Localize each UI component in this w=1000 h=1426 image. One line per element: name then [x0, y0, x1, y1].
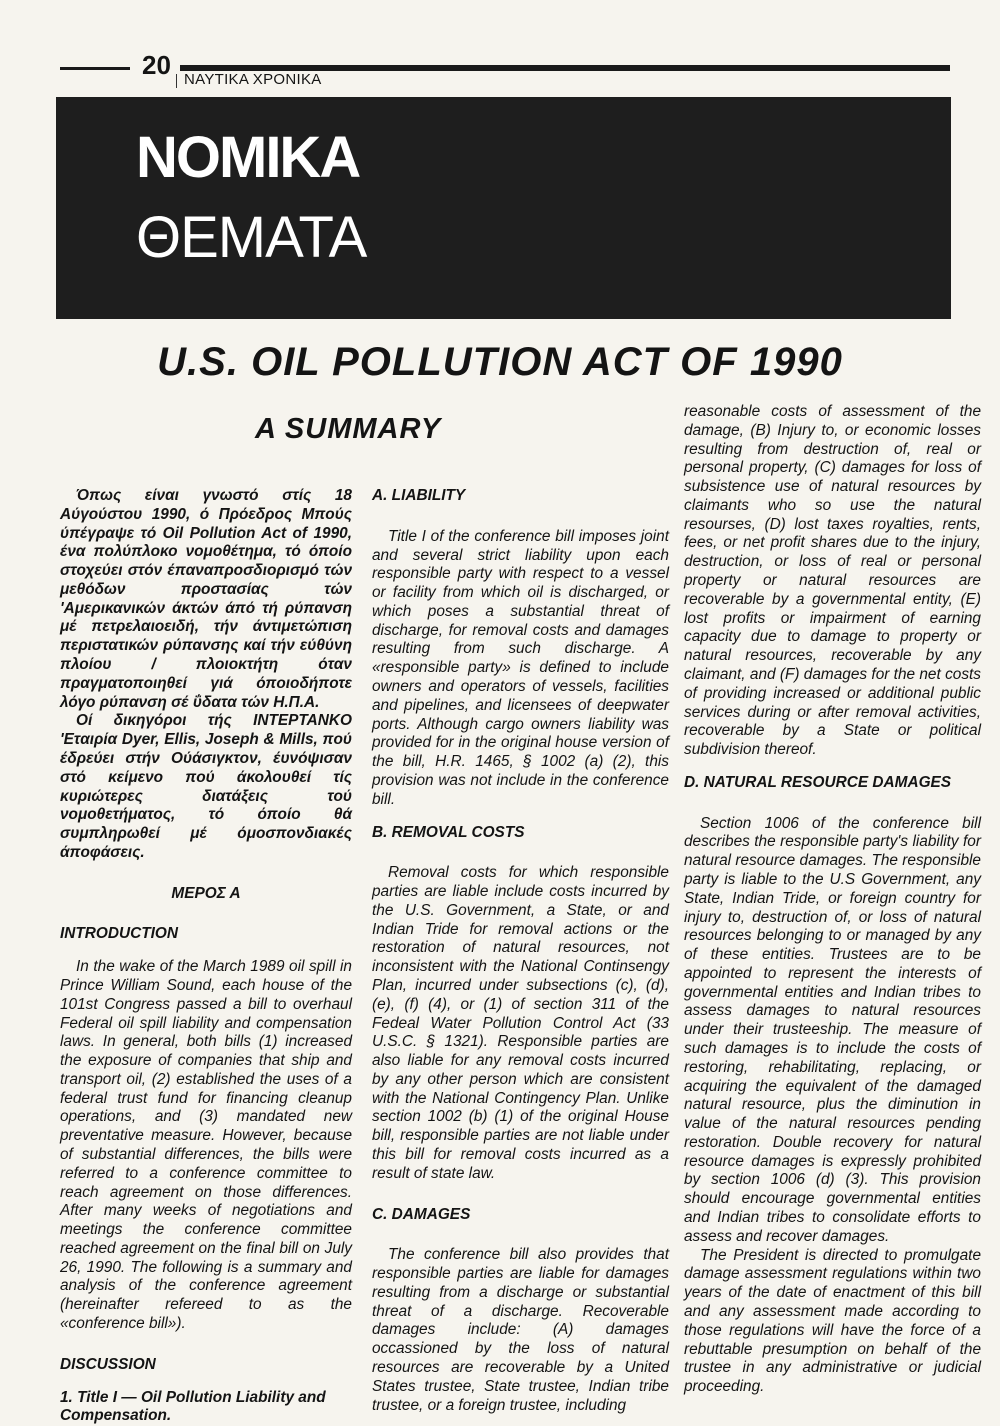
greek-lawyers-paragraph: Οί δικηγόροι τής INTEPTANKO 'Εταιρία Dyer, Ellis, Joseph & Mills, πού έδρεύει στήν Ούάσιγκτον, έυνόψισαν στό κείμενο πού άκολουθεί τίς κυριώτερες διατάξεις τού νομοθετήματος, τό όποίο θά συμπληρωθεί μέ όμοσπονδιακές άποφάσεις. [60, 712, 352, 861]
damages-heading: C. DAMAGES [372, 1205, 471, 1223]
liability-heading: A. LIABILITY [372, 487, 466, 504]
header-rule-left [60, 67, 130, 70]
page-number: 20 [138, 50, 175, 81]
damages-continued-text: reasonable costs of assessment of the damage, (B) Injury to, or economic losses resulting from destruction of, real or personal property, (C) damages for loss of subsistence use of natural resources by claimants who so use the natural resourses, (D) lost taxes royalties, rents, fees, or net profit shares due to the injury, destruction, or loss of real or personal property or natural resources are recoverable by a governmental entity, (E) lost profits or impairment of earning capacity due to damage to property or natural resources, recoverable by any claimant, and (F) damages for the net costs of providing increased or additional public services during or after removal activities, recoverable by a State or political subdivision thereof. [684, 403, 981, 759]
banner-title-line2: ΘΕΜΑΤΑ [136, 205, 367, 270]
banner-title-line1: ΝΟΜΙΚΑ [136, 125, 360, 190]
section-banner [56, 97, 951, 319]
discussion-heading: DISCUSSION [60, 1355, 156, 1373]
article-title: U.S. OIL POLLUTION ACT OF 1990 [157, 340, 843, 384]
column-2 [372, 487, 669, 1415]
article-subtitle: A SUMMARY [255, 413, 442, 445]
president-directive-text: The President is directed to promulgate damage assessment regulations within two years of the date of enactment of this bill and any assessment made according to those regulations will have the force of a rebuttable presumption on behalf of the trustee in any administrative or judicial proceeding. [684, 1246, 981, 1396]
title-one-heading: 1. Title I — Oil Pollution Liability and Compensation. [60, 1388, 326, 1425]
greek-intro-paragraph: Όπως είναι γνωστό στίς 18 Αύγούστου 1990, ό Πρόεδρος Μπούς ύπέγραψε τό Oil Pollution Act of 1990, ένα πολύπλοκο νομοθέτημα, τό όποίο στοχεύει στόν έπαναπροσδιορισμό τών μεθόδων προστασίας τών 'Αμερικανικών άκτών άπό τή ρύπανση μέ πετρελαιοειδή, τήν άντιμετώπιση περιστατικών ρύπανσης καί τήν εύθύνη πλοίου / πλοιοκτήτη όταν πραγματοποιηθεί γιά όποιοδήποτε λόγο ρύπανση σέ ΰδατα τών Η.Π.Α. [60, 487, 352, 711]
introduction-heading: INTRODUCTION [60, 925, 178, 943]
natural-resource-damages-heading: D. NATURAL RESOURCE DAMAGES [684, 773, 952, 791]
part-heading: ΜΕΡΟΣ Α [171, 884, 241, 902]
column-3 [684, 403, 981, 1397]
removal-costs-text: Removal costs for which responsible parties are liable include costs incurred by the U.S. Government, a State, or and Indian Tride for removal actions or the restoration of natural resources, not inconsistent with the National Continsengy Plan, incurred under subsections (c), (d), (e), (f) (4), or (1) of section 311 of the Fedeal Water Pollution Control Act (33 U.S.C. § 1321). Responsible parties are also liable for any removal costs incurred by any other person which are consistent with the National Contingency Plan. Unlike section 1002 (b) (1) of the original House bill, responsible parties are not liable under this bill for removal costs incurred as a result of state law. [372, 864, 669, 1182]
introduction-text: In the wake of the March 1989 oil spill in Prince William Sound, each house of the 101st Congress passed a bill to overhaul Federal oil spill liability and compensation laws. In general, both bills (1) increased the exposure of companies that ship and transport oil, (2) established the uses of a federal trust fund for financing cleanup operations, and (3) mandated new preventative measure. However, because of substantial differences, the bills were referred to a conference committee to reach agreement on those differences. After many weeks of negotiations and meetings the conference committee reached agreement on the final bill on July 26, 1990. The following is a summary and analysis of the conference agreement (hereinafter refereed to as the «conference bill»). [60, 958, 352, 1333]
header-separator [176, 74, 177, 88]
natural-resource-damages-text: Section 1006 of the conference bill describes the responsible party's liability for natural resource damages. The responsible party is liable to the U.S Government, any State, Indian Tride, or foreign country for injury to, destruction of, or loss of natural resources belonging to or managed by any of these entities. Trustees are to be appointed to represent the interests of governmental entities and Indian tribes to assess damages to natural resources under their trusteeship. The measure of such damages is to include the costs of restoring, rehabilitating, replacing, or acquiring the equivalent of the damaged natural resource, plus the diminution in value of the natural resources pending restoration. Double recovery for natural resource damages is expressly prohibited by section 1006 (d) (3). This provision should encourage governmental entities and Indian tribes to consolidate efforts to assess and recover damages. [684, 814, 981, 1245]
damages-text: The conference bill also provides that responsible parties are liable for damages resulting from a discharge or substantial threat of a discharge. Recoverable damages include: (A) damages occassioned by the loss of natural resources are recoverable by a United States trustee, State trustee, Indian tribe trustee, or a foreign trustee, including [372, 1246, 669, 1414]
removal-costs-heading: B. REMOVAL COSTS [372, 823, 525, 841]
liability-text: Title I of the conference bill imposes joint and several strict liability upon each responsible party with respect to a vessel or facility from which oil is discharged, or which poses a substantial threat of discharge, for removal costs and damages resulting from such discharge. A «responsible party» is defined to include owners and operators of vessels, facilities and pipelines, and licensees of deepwater ports. Although cargo owners liability was provided for in the original house version of the bill, H.R. 1465, § 1002 (a) (2), this provision was not include in the conference bill. [372, 527, 669, 808]
column-1 [60, 487, 352, 1426]
magazine-name: ΝΑΥΤΙΚΑ ΧΡΟΝΙΚΑ [184, 71, 322, 88]
